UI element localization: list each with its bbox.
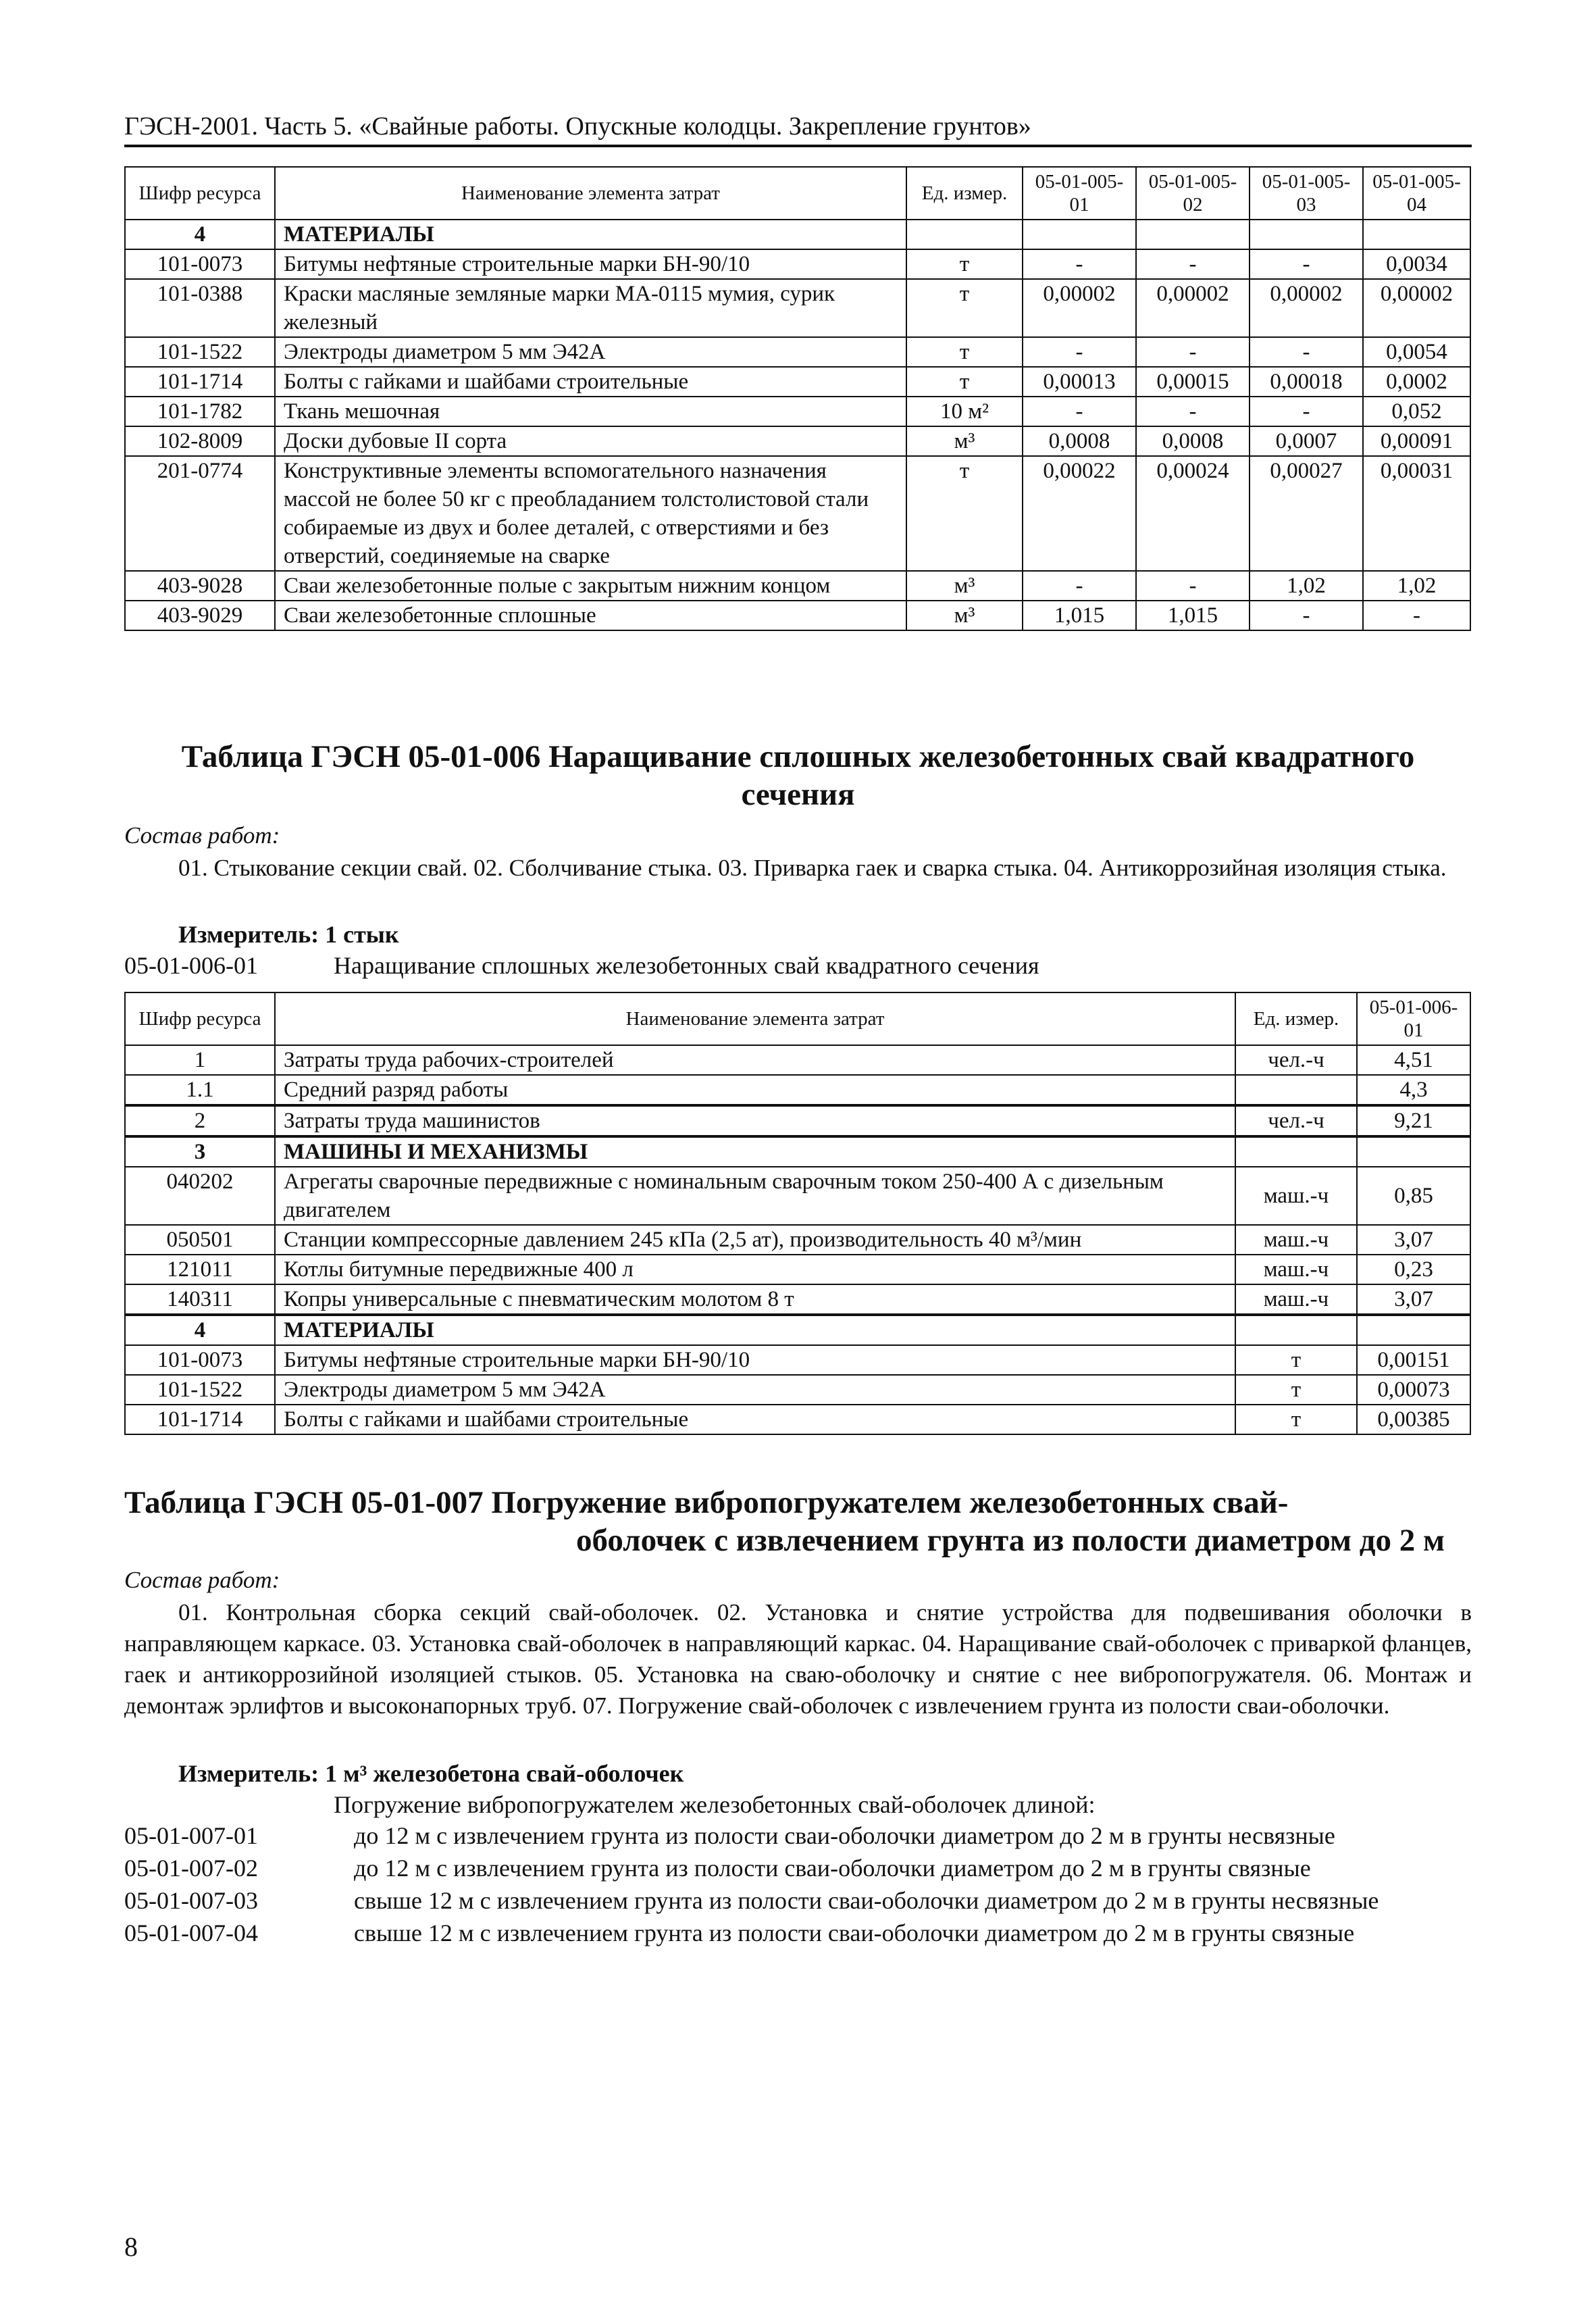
cell-v1: 9,21 [1357, 1105, 1470, 1136]
cell-unit: т [1235, 1345, 1357, 1375]
cell-name: Ткань мешочная [275, 397, 906, 426]
item-code: 05-01-006-01 [124, 952, 258, 979]
cell-v4: - [1363, 601, 1470, 630]
resource-table-005 [124, 166, 1471, 631]
cell-code: 403-9029 [125, 601, 275, 630]
cell-v4: 1,02 [1363, 571, 1470, 601]
cell-v4: 0,00002 [1363, 279, 1470, 337]
cell-v3: 0,00002 [1250, 279, 1363, 337]
cell-name: Битумы нефтяные строительные марки БН-90/10 [275, 249, 906, 279]
cell-v4: 0,052 [1363, 397, 1470, 426]
cell-v1: 0,00073 [1357, 1375, 1470, 1405]
resource-table-006 [124, 992, 1471, 1435]
cell-v2: - [1136, 337, 1250, 367]
table-row [125, 249, 1470, 279]
cell-unit [1235, 1136, 1357, 1167]
cell-v3 [1250, 220, 1363, 249]
cell-v3: 0,0007 [1250, 426, 1363, 456]
cell-v2: 0,00024 [1136, 456, 1250, 571]
cell-v2 [1136, 220, 1250, 249]
table-row [125, 1045, 1470, 1075]
cell-code: 101-1714 [125, 367, 275, 397]
table-row [125, 1284, 1470, 1315]
cell-code: 2 [125, 1105, 275, 1136]
table-row [125, 1315, 1470, 1345]
cell-v1: 0,00013 [1023, 367, 1136, 397]
table-007-title-line2: оболочек с извлечением грунта из полости диаметром до 2 м [575, 1523, 1445, 1558]
cell-code: 102-8009 [125, 426, 275, 456]
cell-v1: 1,015 [1023, 601, 1136, 630]
cell-v4 [1363, 220, 1470, 249]
cell-v1: 3,07 [1357, 1225, 1470, 1255]
cell-v1: 4,3 [1357, 1075, 1470, 1105]
cell-name: Котлы битумные передвижные 400 л [275, 1255, 1235, 1284]
item-code: 05-01-007-01 [124, 1822, 258, 1849]
table-row [125, 1255, 1470, 1284]
cell-name: Сваи железобетонные полые с закрытым нижним концом [275, 571, 906, 601]
cell-v2: - [1136, 249, 1250, 279]
cell-name: Средний разряд работы [275, 1075, 1235, 1105]
cell-unit [1235, 1075, 1357, 1105]
cell-code: 101-0388 [125, 279, 275, 337]
cell-name: Станции компрессорные давлением 245 кПа (2,5 ат), производительность 40 м³/мин [275, 1225, 1235, 1255]
header-unit: Ед. измер. [1235, 992, 1357, 1045]
cell-v4: 0,0054 [1363, 337, 1470, 367]
cell-v1: 0,00022 [1023, 456, 1136, 571]
cell-unit: маш.-ч [1235, 1284, 1357, 1315]
cell-code: 1.1 [125, 1075, 275, 1105]
cell-v1: - [1023, 397, 1136, 426]
cell-unit: 10 м² [906, 397, 1023, 426]
table-007-title [124, 1484, 1472, 1559]
cell-v1 [1357, 1315, 1470, 1345]
works-text-007: 01. Контрольная сборка секций свай-оболочек. 02. Установка и снятие устройства для подвешивания оболочки в направляющем каркасе. 03. Установка свай-оболочек в направляющий каркас. 04. Наращивание свай-оболочек с приваркой фланцев, гаек и антикоррозийной изоляцией стыков. 05. Установка на сваю-оболочку и снятие с нее вибропогружателя. 06. Монтаж и демонтаж эрлифтов и высоконапорных труб. 07. Погружение свай-оболочек с извлечением грунта из полости сваи-оболочки. [124, 1599, 1472, 1719]
cell-unit: т [906, 367, 1023, 397]
cell-name: Болты с гайками и шайбами строительные [275, 1405, 1235, 1434]
cell-v1: - [1023, 571, 1136, 601]
header-col-1: 05-01-005-01 [1023, 167, 1136, 220]
cell-v1: 0,00151 [1357, 1345, 1470, 1375]
measure-007: Измеритель: 1 м³ железобетона свай-оболочек [178, 1760, 684, 1787]
works-label-007: Состав работ: [124, 1567, 280, 1593]
cell-v3: - [1250, 397, 1363, 426]
cell-code: 1 [125, 1045, 275, 1075]
header-col-1: 05-01-006-01 [1357, 992, 1470, 1045]
table-row [125, 1225, 1470, 1255]
cell-v3: 1,02 [1250, 571, 1363, 601]
cell-name: Затраты труда машинистов [275, 1105, 1235, 1136]
table-row [125, 1405, 1470, 1434]
list-item [124, 1820, 1472, 1851]
page-number: 8 [124, 2232, 138, 2262]
cell-v4: 0,00091 [1363, 426, 1470, 456]
cell-unit: т [1235, 1405, 1357, 1434]
cell-code: 050501 [125, 1225, 275, 1255]
header-code: Шифр ресурса [125, 167, 275, 220]
cell-name: Электроды диаметром 5 мм Э42А [275, 1375, 1235, 1405]
cell-name: МАТЕРИАЛЫ [275, 1315, 1235, 1345]
cell-v1: 0,23 [1357, 1255, 1470, 1284]
cell-code: 121011 [125, 1255, 275, 1284]
table-row [125, 367, 1470, 397]
cell-code: 101-1782 [125, 397, 275, 426]
header-col-2: 05-01-005-02 [1136, 167, 1250, 220]
cell-v4: 0,0002 [1363, 367, 1470, 397]
cell-name: Краски масляные земляные марки МА-0115 мумия, сурик железный [275, 279, 906, 337]
cell-v2: 0,00015 [1136, 367, 1250, 397]
cell-code: 101-1522 [125, 1375, 275, 1405]
cell-unit: маш.-ч [1235, 1225, 1357, 1255]
cell-code: 403-9028 [125, 571, 275, 601]
cell-name: Копры универсальные с пневматическим молотом 8 т [275, 1284, 1235, 1315]
item-code: 05-01-007-02 [124, 1855, 258, 1882]
cell-code: 3 [125, 1136, 275, 1167]
measure-006: Измеритель: 1 стык [178, 921, 399, 948]
cell-v1: - [1023, 337, 1136, 367]
header-col-3: 05-01-005-03 [1250, 167, 1363, 220]
header-code: Шифр ресурса [125, 992, 275, 1045]
cell-name: Доски дубовые II сорта [275, 426, 906, 456]
works-text-006: 01. Стыкование секции свай. 02. Сболчивание стыка. 03. Приварка гаек и сварка стыка. 04. Антикоррозийная изоляция стыка. [178, 855, 1447, 881]
cell-name: Болты с гайками и шайбами строительные [275, 367, 906, 397]
table-row [125, 1375, 1470, 1405]
cell-v2: 0,00002 [1136, 279, 1250, 337]
list-item [124, 1885, 1472, 1916]
list-item [124, 1853, 1472, 1884]
cell-unit: маш.-ч [1235, 1167, 1357, 1225]
cell-v1: 0,0008 [1023, 426, 1136, 456]
cell-code: 4 [125, 1315, 275, 1345]
cell-code: 4 [125, 220, 275, 249]
cell-unit: м³ [906, 426, 1023, 456]
cell-v1: 0,85 [1357, 1167, 1470, 1225]
table-row [125, 1075, 1470, 1105]
cell-unit: чел.-ч [1235, 1045, 1357, 1075]
cell-v4: 0,00031 [1363, 456, 1470, 571]
cell-name: Агрегаты сварочные передвижные с номинальным сварочным током 250-400 А с дизельным двигателем [275, 1167, 1235, 1225]
cell-code: 101-0073 [125, 1345, 275, 1375]
cell-v3: - [1250, 249, 1363, 279]
cell-name: Затраты труда рабочих-строителей [275, 1045, 1235, 1075]
cell-v3: 0,00018 [1250, 367, 1363, 397]
cell-v4: 0,0034 [1363, 249, 1470, 279]
item-desc: свыше 12 м с извлечением грунта из полости сваи-оболочки диаметром до 2 м в грунты связные [354, 1919, 1355, 1946]
cell-unit [906, 220, 1023, 249]
item-desc: свыше 12 м с извлечением грунта из полости сваи-оболочки диаметром до 2 м в грунты несвязные [354, 1887, 1379, 1914]
works-label-006: Состав работ: [124, 822, 280, 849]
item-code: 05-01-007-04 [124, 1919, 258, 1946]
cell-name: Конструктивные элементы вспомогательного назначения массой не более 50 кг с преобладанием толстолистовой стали собираемые из двух и более деталей, с отверстиями и без отверстий, соединяемые на сварке [275, 456, 906, 571]
cell-unit: т [906, 249, 1023, 279]
items-list-007 [124, 1820, 1472, 1950]
cell-v1 [1023, 220, 1136, 249]
cell-name: Сваи железобетонные сплошные [275, 601, 906, 630]
cell-code: 101-1714 [125, 1405, 275, 1434]
table-006-title-line1: Таблица ГЭСН 05-01-006 Наращивание сплошных железобетонных свай квадратного [181, 739, 1415, 774]
cell-unit: т [906, 456, 1023, 571]
cell-v2: - [1136, 397, 1250, 426]
table-row [125, 1167, 1470, 1225]
cell-unit: м³ [906, 601, 1023, 630]
items-intro-007: Погружение вибропогружателем железобетонных свай-оболочек длиной: [334, 1791, 1096, 1818]
cell-v1: 3,07 [1357, 1284, 1470, 1315]
table-007-title-line1: Таблица ГЭСН 05-01-007 Погружение вибропогружателем железобетонных свай- [124, 1485, 1289, 1520]
table-header-row [125, 992, 1470, 1045]
cell-unit: т [906, 337, 1023, 367]
table-row [125, 456, 1470, 571]
cell-name: Битумы нефтяные строительные марки БН-90/10 [275, 1345, 1235, 1375]
cell-v3: 0,00027 [1250, 456, 1363, 571]
cell-unit: чел.-ч [1235, 1105, 1357, 1136]
table-header-row [125, 167, 1470, 220]
item-code: 05-01-007-03 [124, 1887, 258, 1914]
cell-code: 040202 [125, 1167, 275, 1225]
item-desc: Наращивание сплошных железобетонных свай квадратного сечения [334, 952, 1039, 979]
table-row [125, 571, 1470, 601]
table-row [125, 337, 1470, 367]
cell-v2: 0,0008 [1136, 426, 1250, 456]
table-row [125, 397, 1470, 426]
table-row [125, 279, 1470, 337]
table-006-title [124, 738, 1472, 813]
cell-v1: 0,00385 [1357, 1405, 1470, 1434]
cell-unit: маш.-ч [1235, 1255, 1357, 1284]
table-row [125, 1136, 1470, 1167]
cell-unit: т [1235, 1375, 1357, 1405]
table-row [125, 1105, 1470, 1136]
cell-unit: т [906, 279, 1023, 337]
cell-code: 140311 [125, 1284, 275, 1315]
cell-v3: - [1250, 337, 1363, 367]
cell-code: 101-1522 [125, 337, 275, 367]
header-col-4: 05-01-005-04 [1363, 167, 1470, 220]
cell-v1: - [1023, 249, 1136, 279]
running-header: ГЭСН-2001. Часть 5. «Свайные работы. Опускные колодцы. Закрепление грунтов» [124, 109, 1472, 147]
table-row [125, 1345, 1470, 1375]
header-name: Наименование элемента затрат [275, 992, 1235, 1045]
cell-v1: 0,00002 [1023, 279, 1136, 337]
item-desc: до 12 м с извлечением грунта из полости сваи-оболочки диаметром до 2 м в грунты несвязные [354, 1822, 1335, 1849]
table-row [125, 220, 1470, 249]
cell-v2: - [1136, 571, 1250, 601]
cell-unit [1235, 1315, 1357, 1345]
table-row [125, 426, 1470, 456]
cell-code: 101-0073 [125, 249, 275, 279]
cell-code: 201-0774 [125, 456, 275, 571]
list-item [124, 1917, 1472, 1948]
cell-name: МАШИНЫ И МЕХАНИЗМЫ [275, 1136, 1235, 1167]
cell-v2: 1,015 [1136, 601, 1250, 630]
cell-name: Электроды диаметром 5 мм Э42А [275, 337, 906, 367]
cell-v1 [1357, 1136, 1470, 1167]
cell-name: МАТЕРИАЛЫ [275, 220, 906, 249]
table-row [125, 601, 1470, 630]
header-unit: Ед. измер. [906, 167, 1023, 220]
table-006-title-line2: сечения [741, 777, 855, 812]
cell-unit: м³ [906, 571, 1023, 601]
cell-v1: 4,51 [1357, 1045, 1470, 1075]
item-desc: до 12 м с извлечением грунта из полости сваи-оболочки диаметром до 2 м в грунты связные [354, 1855, 1311, 1882]
cell-v3: - [1250, 601, 1363, 630]
header-name: Наименование элемента затрат [275, 167, 906, 220]
